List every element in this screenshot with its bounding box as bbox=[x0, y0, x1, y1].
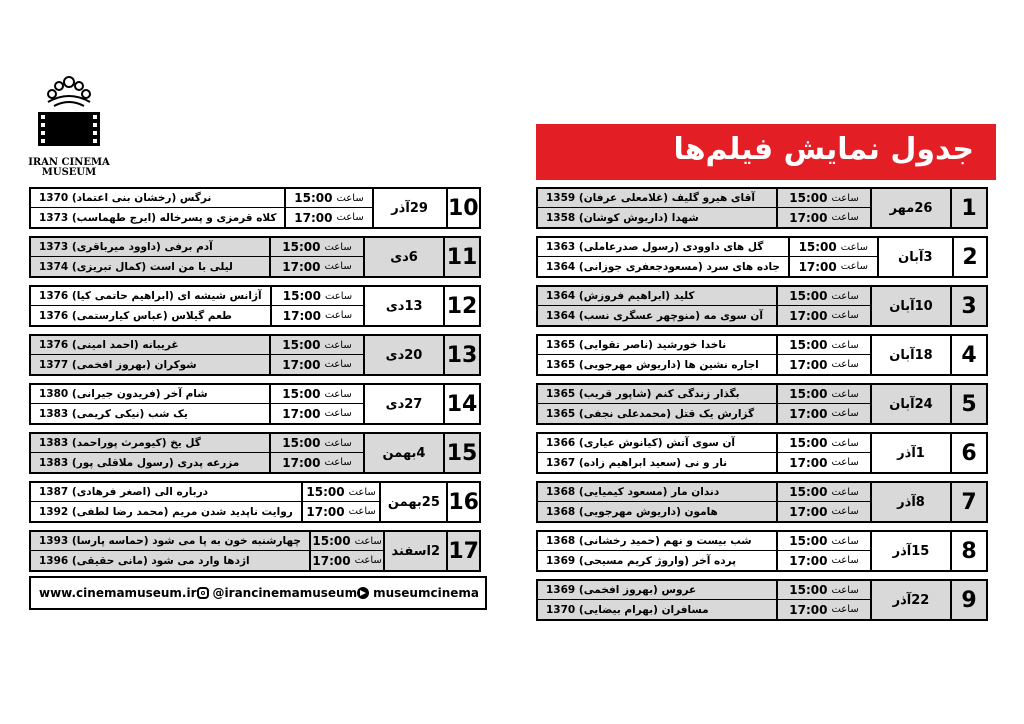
schedule-right-column bbox=[536, 187, 988, 628]
showtime-value: 15:00 bbox=[282, 289, 321, 303]
film-list bbox=[31, 189, 285, 227]
film-title: اجاره نشین ها (داریوش مهرجویی) 1365 bbox=[546, 358, 759, 371]
showtime bbox=[778, 287, 870, 306]
showtime-value: 15:00 bbox=[789, 583, 828, 597]
film-title: مزرعه پدری (رسول ملاقلی پور) 1383 bbox=[39, 456, 240, 469]
showtime-value: 15:00 bbox=[282, 436, 321, 450]
showtime-label: ساعت bbox=[324, 457, 352, 468]
showtime-value: 15:00 bbox=[789, 387, 828, 401]
showtime bbox=[778, 532, 870, 551]
showtime-label: ساعت bbox=[354, 555, 382, 566]
schedule-row bbox=[29, 236, 481, 278]
showtime bbox=[778, 483, 870, 502]
telegram-icon bbox=[357, 587, 369, 599]
showtime-value: 17:00 bbox=[282, 259, 321, 274]
film-title: آن سوی مه (منوچهر عسگری نسب) 1364 bbox=[546, 309, 763, 322]
showtime-value: 17:00 bbox=[789, 406, 828, 421]
session-number: 15 bbox=[443, 434, 479, 472]
showtime-value: 15:00 bbox=[789, 485, 828, 499]
session-times bbox=[309, 532, 383, 570]
showtime-value: 17:00 bbox=[798, 259, 837, 274]
film-title: هامون (داریوش مهرجویی) 1368 bbox=[546, 505, 718, 518]
session-times bbox=[788, 238, 877, 276]
showtime-value: 15:00 bbox=[282, 387, 321, 401]
schedule-row bbox=[536, 481, 988, 523]
film-list bbox=[31, 336, 269, 374]
showtime-value: 17:00 bbox=[294, 210, 333, 225]
film-title: گل های داوودی (رسول صدرعاملی) 1363 bbox=[538, 238, 788, 257]
showtime-label: ساعت bbox=[831, 359, 859, 370]
showtime-value: 15:00 bbox=[789, 289, 828, 303]
film-title: آقای هیرو گلیف (غلامعلی عرفان) 1359 bbox=[538, 189, 776, 208]
film-title: کلاه قرمزی و پسرخاله (ایرج طهماسب) 1373 bbox=[38, 211, 277, 224]
film-list bbox=[538, 336, 776, 374]
session-number: 3 bbox=[950, 287, 986, 325]
museum-logo bbox=[28, 72, 110, 184]
museum-logo-icon bbox=[28, 72, 110, 158]
session-number: 2 bbox=[952, 238, 986, 276]
session-date: 27دی bbox=[363, 385, 443, 423]
film-title: آژانس شیشه ای (ابراهیم حاتمی کیا) 1376 bbox=[31, 287, 270, 306]
showtime bbox=[303, 483, 380, 502]
showtime bbox=[778, 385, 870, 404]
session-times bbox=[776, 287, 870, 325]
showtime-label: ساعت bbox=[831, 437, 859, 449]
film-title: گل یخ (کیومرث پوراحمد) 1383 bbox=[31, 434, 269, 453]
film-list bbox=[31, 532, 309, 570]
title-bar bbox=[536, 124, 996, 180]
session-number: 9 bbox=[950, 581, 986, 619]
showtime bbox=[272, 287, 364, 306]
session-times bbox=[301, 483, 380, 521]
film-title: جاده های سرد (مسعودجعفری جوزانی) 1364 bbox=[546, 260, 780, 273]
film-list bbox=[538, 434, 776, 472]
showtime bbox=[778, 581, 870, 600]
showtime-label: ساعت bbox=[324, 339, 352, 351]
logo-text-line2: MUSEUM bbox=[41, 167, 97, 178]
schedule-row bbox=[536, 285, 988, 327]
schedule-row bbox=[536, 187, 988, 229]
film-list bbox=[538, 483, 776, 521]
session-date: 3آبان bbox=[877, 238, 952, 276]
session-date: 22آذر bbox=[870, 581, 950, 619]
session-number: 17 bbox=[446, 532, 479, 570]
film-title: شام آخر (فریدون جیرانی) 1380 bbox=[31, 385, 269, 404]
schedule-row bbox=[536, 236, 988, 278]
showtime bbox=[272, 306, 364, 325]
website-link[interactable]: www.cinemamuseum.ir bbox=[39, 586, 197, 600]
session-times bbox=[776, 434, 870, 472]
film-title: بگذار زندگی کنم (شاپور قریب) 1365 bbox=[538, 385, 776, 404]
showtime-value: 17:00 bbox=[789, 504, 828, 519]
session-number: 11 bbox=[443, 238, 479, 276]
film-title: دندان مار (مسعود کیمیایی) 1368 bbox=[538, 483, 776, 502]
showtime bbox=[790, 238, 877, 257]
page-title: جدول نمایش فیلم‌ها bbox=[673, 132, 974, 167]
session-times bbox=[269, 336, 363, 374]
showtime-value: 17:00 bbox=[789, 308, 828, 323]
film-title: شهدا (داریوش کوشان) 1358 bbox=[546, 211, 699, 224]
showtime-label: ساعت bbox=[324, 261, 352, 272]
showtime-value: 15:00 bbox=[789, 436, 828, 450]
session-number: 12 bbox=[443, 287, 479, 325]
session-date: 29آذر bbox=[372, 189, 446, 227]
showtime-label: ساعت bbox=[831, 535, 859, 547]
session-times bbox=[776, 189, 870, 227]
showtime-value: 17:00 bbox=[789, 210, 828, 225]
film-title: روایت ناپدید شدن مریم (محمد رضا لطفی) 1392 bbox=[39, 505, 293, 518]
film-title: آن سوی آتش (کیانوش عیاری) 1366 bbox=[538, 434, 776, 453]
session-number: 7 bbox=[950, 483, 986, 521]
showtime-label: ساعت bbox=[324, 290, 353, 302]
showtime-label: ساعت bbox=[831, 584, 859, 596]
session-number: 10 bbox=[446, 189, 479, 227]
session-date: 20دی bbox=[363, 336, 443, 374]
schedule-row bbox=[29, 187, 481, 229]
showtime-label: ساعت bbox=[831, 408, 859, 419]
showtime-label: ساعت bbox=[831, 457, 859, 468]
showtime-label: ساعت bbox=[348, 486, 376, 498]
schedule-row bbox=[29, 383, 481, 425]
instagram-icon bbox=[197, 587, 209, 599]
showtime-value: 17:00 bbox=[282, 406, 321, 421]
session-date: 6دی bbox=[363, 238, 443, 276]
session-number: 5 bbox=[950, 385, 986, 423]
film-list bbox=[31, 287, 270, 325]
session-date: 4بهمن bbox=[363, 434, 443, 472]
schedule-row bbox=[536, 579, 988, 621]
showtime bbox=[778, 600, 870, 619]
session-times bbox=[776, 385, 870, 423]
showtime-value: 17:00 bbox=[789, 455, 828, 470]
session-times bbox=[776, 336, 870, 374]
showtime bbox=[271, 385, 363, 404]
film-list bbox=[538, 287, 776, 325]
showtime-label: ساعت bbox=[324, 359, 352, 370]
logo-text-line1: IRAN CINEMA bbox=[28, 157, 110, 168]
showtime-value: 17:00 bbox=[282, 357, 321, 372]
showtime-value: 15:00 bbox=[312, 534, 351, 548]
showtime-label: ساعت bbox=[324, 310, 353, 321]
session-date: 1آذر bbox=[870, 434, 950, 472]
showtime bbox=[778, 208, 870, 227]
film-title: کلید (ابراهیم فروزش) 1364 bbox=[538, 287, 776, 306]
showtime-label: ساعت bbox=[831, 310, 859, 321]
showtime bbox=[286, 208, 371, 227]
showtime-label: ساعت bbox=[324, 388, 352, 400]
showtime bbox=[778, 355, 870, 374]
showtime-label: ساعت bbox=[840, 261, 868, 272]
schedule-row bbox=[29, 432, 481, 474]
showtime-label: ساعت bbox=[324, 241, 352, 253]
showtime bbox=[778, 502, 870, 521]
showtime-value: 17:00 bbox=[789, 357, 828, 372]
showtime-label: ساعت bbox=[831, 290, 859, 302]
showtime-label: ساعت bbox=[348, 506, 376, 517]
showtime bbox=[778, 434, 870, 453]
showtime-label: ساعت bbox=[831, 486, 859, 498]
showtime-value: 15:00 bbox=[294, 191, 333, 205]
film-list bbox=[31, 238, 269, 276]
showtime-value: 15:00 bbox=[789, 534, 828, 548]
session-date: 24آبان bbox=[870, 385, 950, 423]
film-title: مسافران (بهرام بیضایی) 1370 bbox=[546, 603, 709, 616]
session-date: 26مهر bbox=[870, 189, 950, 227]
session-number: 4 bbox=[950, 336, 986, 374]
session-times bbox=[284, 189, 371, 227]
film-title: لیلی با من است (کمال تبریزی) 1374 bbox=[39, 260, 233, 273]
showtime-value: 17:00 bbox=[789, 553, 828, 568]
showtime bbox=[271, 453, 363, 472]
showtime bbox=[311, 551, 383, 570]
showtime-label: ساعت bbox=[831, 555, 859, 566]
showtime-value: 17:00 bbox=[282, 308, 321, 323]
schedule-row bbox=[536, 432, 988, 474]
session-times bbox=[269, 434, 363, 472]
session-date: 25بهمن bbox=[379, 483, 446, 521]
showtime-value: 15:00 bbox=[306, 485, 345, 499]
film-list bbox=[538, 581, 776, 619]
showtime bbox=[286, 189, 371, 208]
showtime bbox=[271, 434, 363, 453]
showtime-label: ساعت bbox=[324, 408, 352, 419]
footer-contact-bar bbox=[29, 576, 487, 610]
film-title: شوکران (بهروز افخمی) 1377 bbox=[39, 358, 197, 371]
session-times bbox=[269, 238, 363, 276]
session-date: 2اسفند bbox=[383, 532, 446, 570]
showtime bbox=[778, 336, 870, 355]
schedule-row bbox=[536, 383, 988, 425]
showtime-value: 17:00 bbox=[312, 553, 351, 568]
film-list bbox=[538, 385, 776, 423]
showtime-value: 15:00 bbox=[789, 191, 828, 205]
film-title: عروس (بهروز افخمی) 1369 bbox=[538, 581, 776, 600]
film-title: آدم برفی (داوود میرباقری) 1373 bbox=[31, 238, 269, 257]
showtime bbox=[778, 453, 870, 472]
instagram-text: @irancinemamuseum bbox=[212, 586, 358, 600]
session-times bbox=[269, 385, 363, 423]
film-title: اژدها وارد می شود (مانی حقیقی) 1396 bbox=[39, 554, 250, 567]
film-title: طعم گیلاس (عباس کیارستمی) 1376 bbox=[39, 309, 232, 322]
showtime bbox=[271, 355, 363, 374]
showtime-label: ساعت bbox=[354, 535, 382, 547]
schedule-row bbox=[29, 334, 481, 376]
film-list bbox=[538, 238, 788, 276]
schedule-row bbox=[536, 530, 988, 572]
showtime bbox=[311, 532, 383, 551]
showtime-label: ساعت bbox=[831, 339, 859, 351]
showtime-value: 15:00 bbox=[282, 240, 321, 254]
showtime-label: ساعت bbox=[831, 192, 859, 204]
schedule-left-column bbox=[29, 187, 481, 579]
showtime bbox=[778, 189, 870, 208]
session-number: 13 bbox=[443, 336, 479, 374]
session-date: 10آبان bbox=[870, 287, 950, 325]
film-title: نار و نی (سعید ابراهیم زاده) 1367 bbox=[546, 456, 728, 469]
session-date: 13دی bbox=[363, 287, 443, 325]
showtime bbox=[271, 404, 363, 423]
session-date: 18آبان bbox=[870, 336, 950, 374]
showtime-label: ساعت bbox=[831, 388, 859, 400]
film-list bbox=[31, 434, 269, 472]
film-list bbox=[538, 189, 776, 227]
telegram-text: museumcinema bbox=[373, 586, 479, 600]
film-title: یک شب (نیکی کریمی) 1383 bbox=[39, 407, 188, 420]
showtime-value: 15:00 bbox=[789, 338, 828, 352]
showtime bbox=[778, 551, 870, 570]
session-number: 16 bbox=[446, 483, 479, 521]
showtime bbox=[271, 238, 363, 257]
showtime-value: 15:00 bbox=[282, 338, 321, 352]
film-title: درباره الی (اصغر فرهادی) 1387 bbox=[31, 483, 301, 502]
session-number: 1 bbox=[950, 189, 986, 227]
schedule-row bbox=[29, 285, 481, 327]
showtime-label: ساعت bbox=[840, 241, 868, 253]
film-title: چهارشنبه خون به پا می شود (حماسه پارسا) 1393 bbox=[31, 532, 309, 551]
film-list bbox=[538, 532, 776, 570]
session-times bbox=[776, 532, 870, 570]
showtime-label: ساعت bbox=[324, 437, 352, 449]
film-list bbox=[31, 385, 269, 423]
session-date: 8آذر bbox=[870, 483, 950, 521]
showtime bbox=[303, 502, 380, 521]
film-title: نرگس (رخشان بنی اعتماد) 1370 bbox=[31, 189, 285, 208]
schedule-row bbox=[536, 334, 988, 376]
session-times bbox=[776, 483, 870, 521]
telegram-handle[interactable] bbox=[357, 586, 479, 600]
showtime-value: 15:00 bbox=[798, 240, 837, 254]
film-list bbox=[31, 483, 301, 521]
showtime-value: 17:00 bbox=[789, 602, 828, 617]
film-title: پرده آخر (واروژ کریم مسیحی) 1369 bbox=[546, 554, 737, 567]
session-number: 14 bbox=[443, 385, 479, 423]
showtime bbox=[778, 306, 870, 325]
showtime-label: ساعت bbox=[336, 212, 364, 223]
film-title: شب بیست و نهم (حمید رخشانی) 1368 bbox=[538, 532, 776, 551]
showtime-label: ساعت bbox=[831, 604, 859, 615]
film-title: غریبانه (احمد امینی) 1376 bbox=[31, 336, 269, 355]
showtime bbox=[778, 404, 870, 423]
instagram-handle[interactable] bbox=[197, 586, 358, 600]
showtime bbox=[271, 257, 363, 276]
session-times bbox=[270, 287, 364, 325]
showtime-label: ساعت bbox=[336, 192, 364, 204]
showtime-label: ساعت bbox=[831, 506, 859, 517]
schedule-row bbox=[29, 481, 481, 523]
session-number: 6 bbox=[950, 434, 986, 472]
film-title: ناخدا خورشید (ناصر تقوایی) 1365 bbox=[538, 336, 776, 355]
film-title: گزارش یک قتل (محمدعلی نجفی) 1365 bbox=[546, 407, 755, 420]
schedule-row bbox=[29, 530, 481, 572]
session-number: 8 bbox=[950, 532, 986, 570]
showtime-value: 17:00 bbox=[282, 455, 321, 470]
showtime-value: 17:00 bbox=[306, 504, 345, 519]
session-times bbox=[776, 581, 870, 619]
showtime bbox=[790, 257, 877, 276]
showtime bbox=[271, 336, 363, 355]
session-date: 15آذر bbox=[870, 532, 950, 570]
showtime-label: ساعت bbox=[831, 212, 859, 223]
